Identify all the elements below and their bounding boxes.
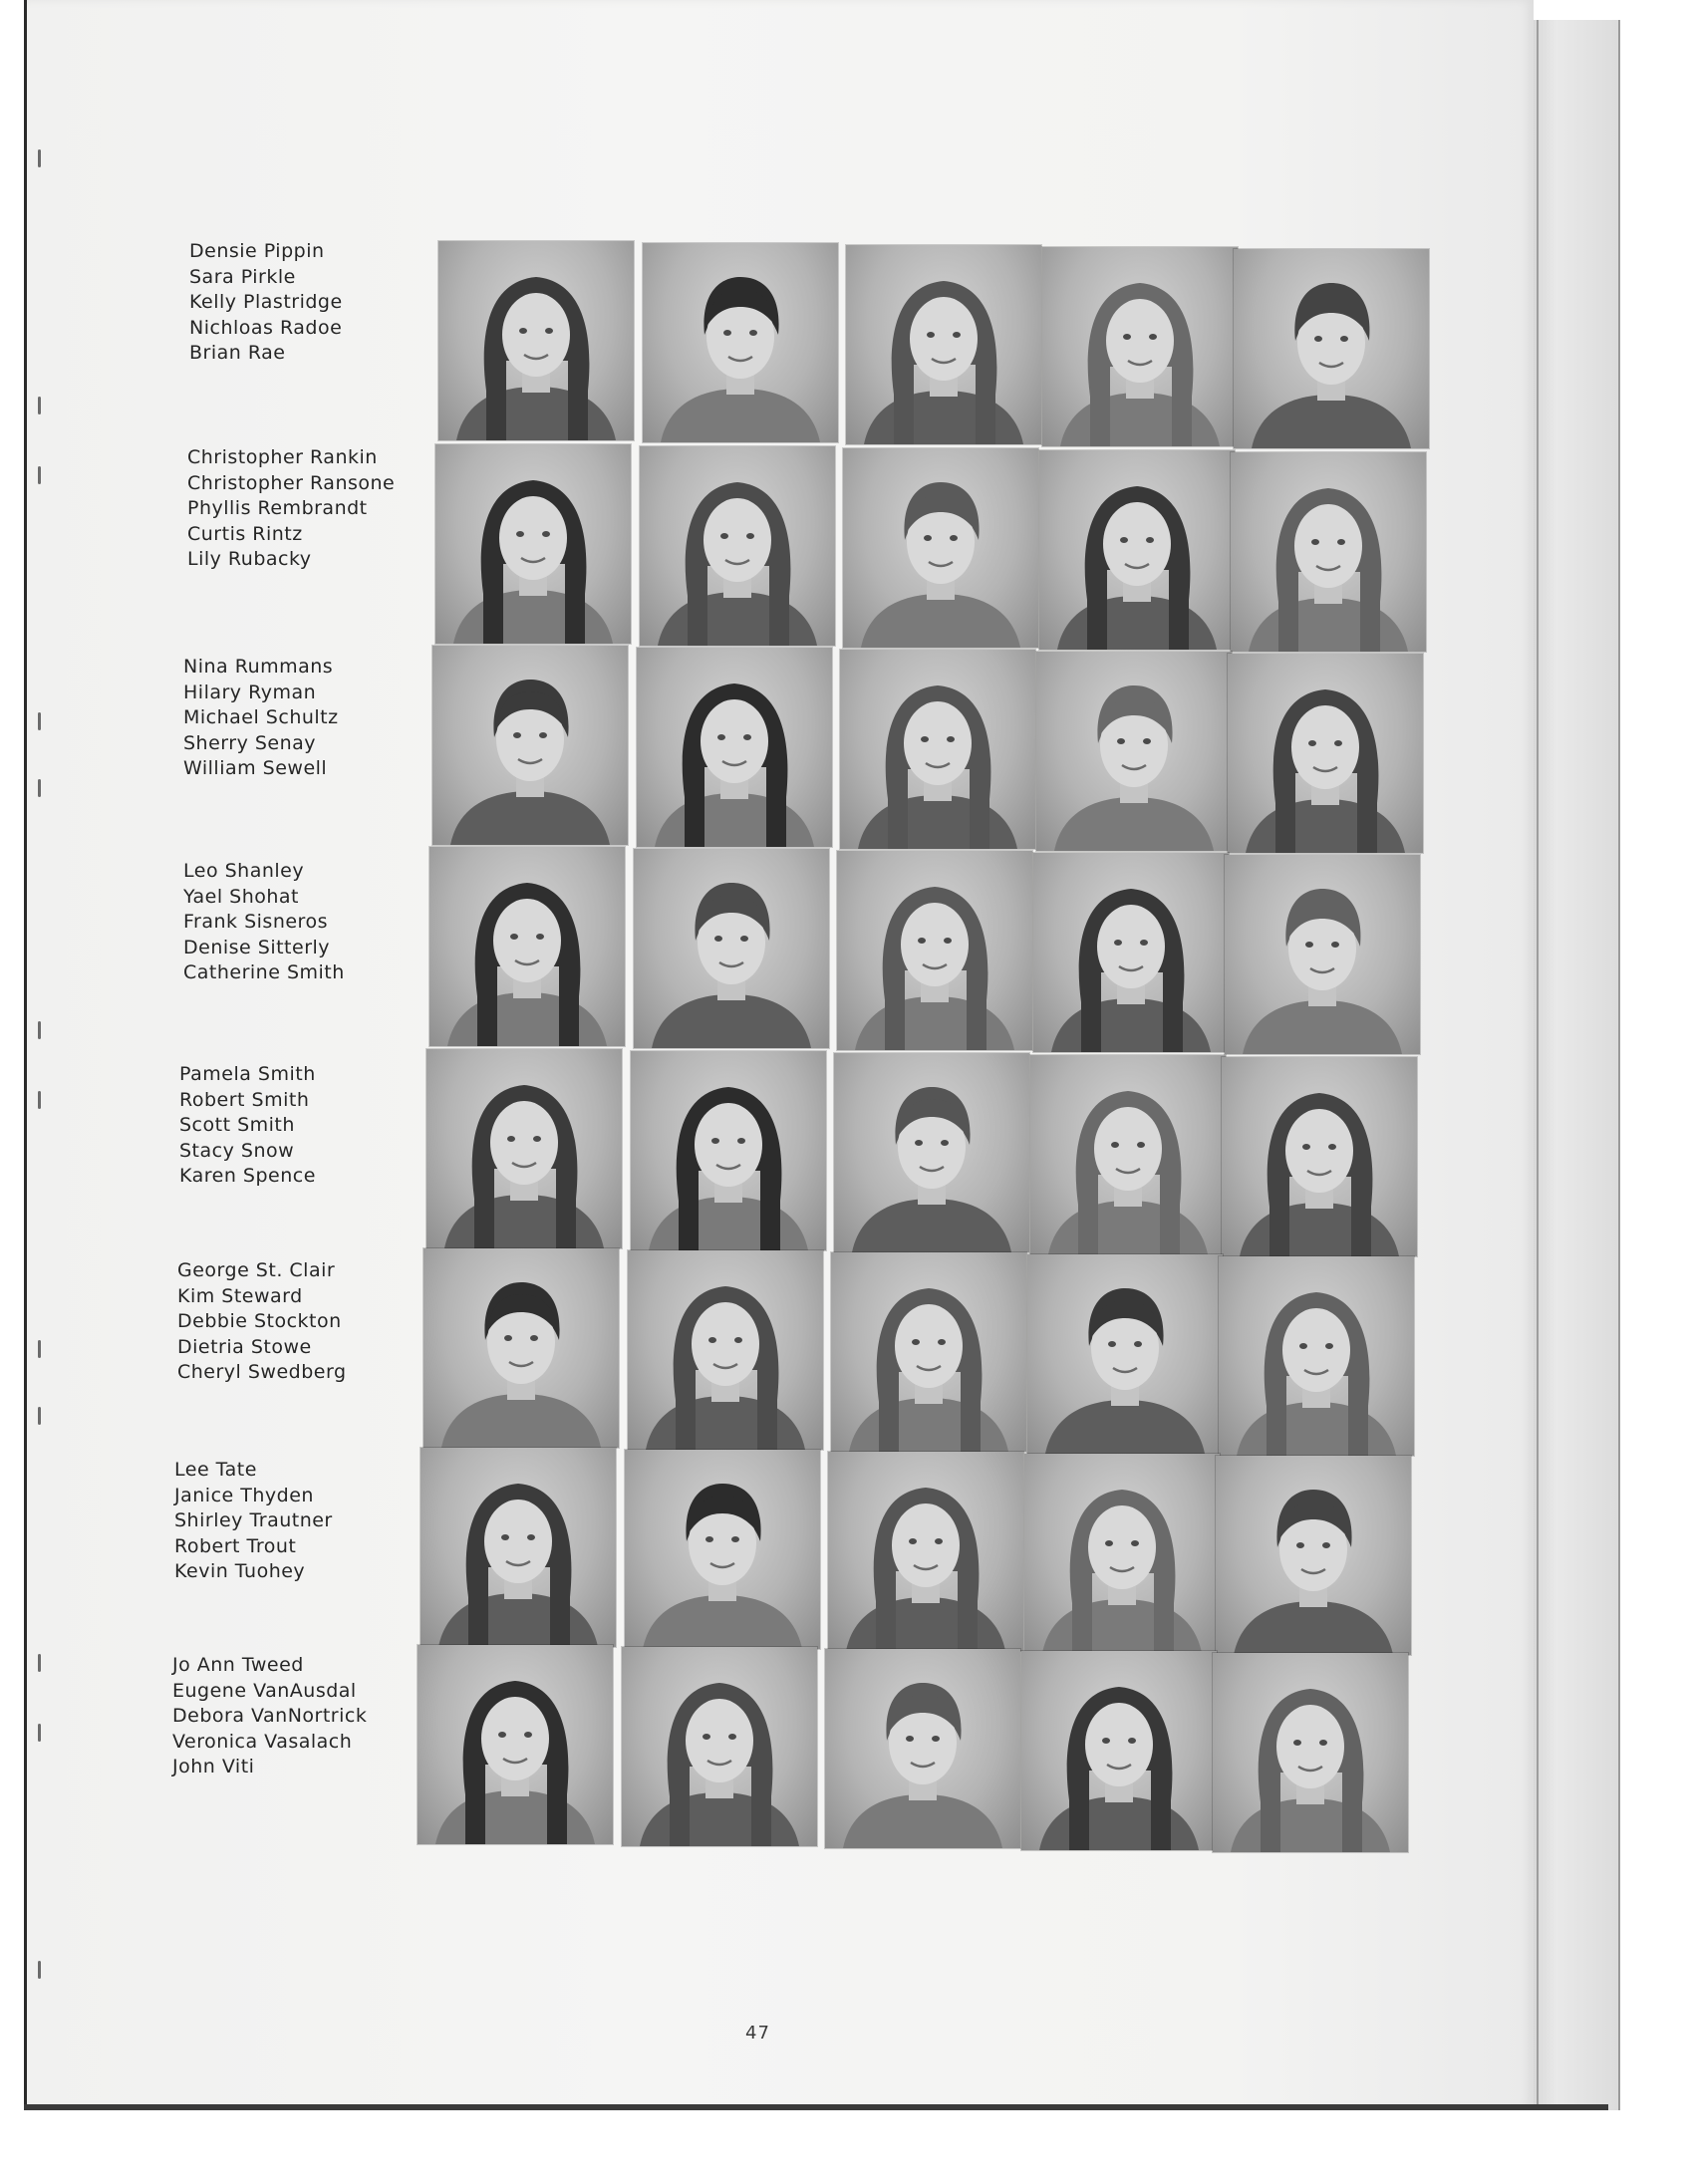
student-portrait [1231,452,1426,652]
student-name: Dietria Stowe [177,1335,312,1358]
student-portrait [837,851,1032,1050]
student-name: Curtis Rintz [187,522,303,545]
student-name: Robert Trout [174,1534,297,1557]
name-group-1 [189,239,448,367]
student-portrait [1033,853,1229,1052]
name-group-4 [183,859,442,986]
student-name: Frank Sisneros [183,911,328,933]
student-portrait [634,849,829,1048]
student-portrait [625,1450,820,1649]
student-portrait [643,243,838,442]
student-name: Janice Thyden [174,1484,314,1506]
student-name: Nichloas Radoe [189,316,343,339]
student-portrait [846,245,1041,444]
student-portrait [840,650,1035,849]
student-name: Cheryl Swedberg [177,1361,347,1383]
student-portrait [1222,1057,1417,1256]
student-name: Densie Pippin [189,240,325,262]
name-group-2 [187,445,446,573]
student-name: Christopher Ransone [187,471,396,494]
student-name: Veronica Vasalach [172,1730,353,1753]
student-name: Phyllis Rembrandt [187,497,368,519]
student-name: Yael Shohat [183,885,300,908]
student-portrait [1030,1055,1226,1254]
student-portrait [622,1647,817,1846]
student-name: Pamela Smith [179,1063,316,1085]
student-portrait [1225,855,1420,1054]
student-name: Lee Tate [174,1459,257,1481]
student-name: Stacy Snow [179,1139,295,1162]
student-name: George St. Clair [177,1259,336,1281]
student-name: Catherine Smith [183,961,345,983]
student-name: Debora VanNortrick [172,1705,368,1727]
page-bottom-edge [24,2104,1608,2110]
student-portrait [421,1448,616,1647]
student-name: Scott Smith [179,1114,295,1136]
page-number: 47 [745,2023,770,2044]
student-name: Kelly Plastridge [189,291,343,313]
student-name: Christopher Rankin [187,446,378,468]
student-portrait [834,1053,1029,1252]
student-portrait [435,444,631,644]
student-portrait [631,1051,826,1250]
student-name: Karen Spence [179,1165,316,1187]
student-name: Leo Shanley [183,860,305,882]
name-group-7 [174,1458,433,1585]
student-name: Sara Pirkle [189,265,296,288]
student-portrait [1234,249,1429,448]
student-name: Jo Ann Tweed [172,1654,304,1676]
student-portrait [637,648,832,847]
student-name: William Sewell [183,757,328,779]
student-portrait [1042,247,1238,446]
student-portrait [1219,1256,1414,1456]
student-portrait [1216,1456,1411,1655]
student-portrait [438,241,634,440]
student-portrait [418,1645,613,1844]
student-portrait [1228,654,1423,853]
name-group-3 [183,655,442,782]
student-name: Denise Sitterly [183,936,331,958]
student-name: Robert Smith [179,1088,310,1111]
student-portrait [432,646,628,845]
student-name: John Viti [172,1756,255,1777]
student-portrait [628,1250,823,1450]
student-name: Sherry Senay [183,731,317,754]
student-name: Kim Steward [177,1284,303,1307]
student-portrait [423,1248,619,1448]
name-group-5 [179,1062,438,1190]
student-portrait [1027,1254,1223,1454]
name-group-8 [172,1653,431,1780]
student-name: Kevin Tuohey [174,1560,306,1582]
student-name: Brian Rae [189,342,286,364]
student-portrait [1213,1653,1408,1852]
student-portrait [843,448,1038,648]
student-name: Eugene VanAusdal [172,1679,357,1702]
student-portrait [1036,652,1232,851]
student-portrait [825,1649,1020,1848]
student-portrait [828,1452,1023,1651]
student-name: Hilary Ryman [183,681,317,703]
student-portrait [429,847,625,1046]
student-portrait [640,446,835,646]
student-name: Lily Rubacky [187,548,312,570]
student-portrait [1039,450,1235,650]
student-name: Nina Rummans [183,656,334,678]
student-portrait [1021,1651,1217,1850]
student-portrait [1024,1454,1220,1653]
student-portrait [831,1252,1026,1452]
name-group-6 [177,1258,436,1386]
book-cover-edge [1531,20,1620,2110]
student-name: Debbie Stockton [177,1310,342,1332]
student-name: Shirley Trautner [174,1509,333,1531]
student-portrait [426,1049,622,1248]
student-name: Michael Schultz [183,706,339,728]
